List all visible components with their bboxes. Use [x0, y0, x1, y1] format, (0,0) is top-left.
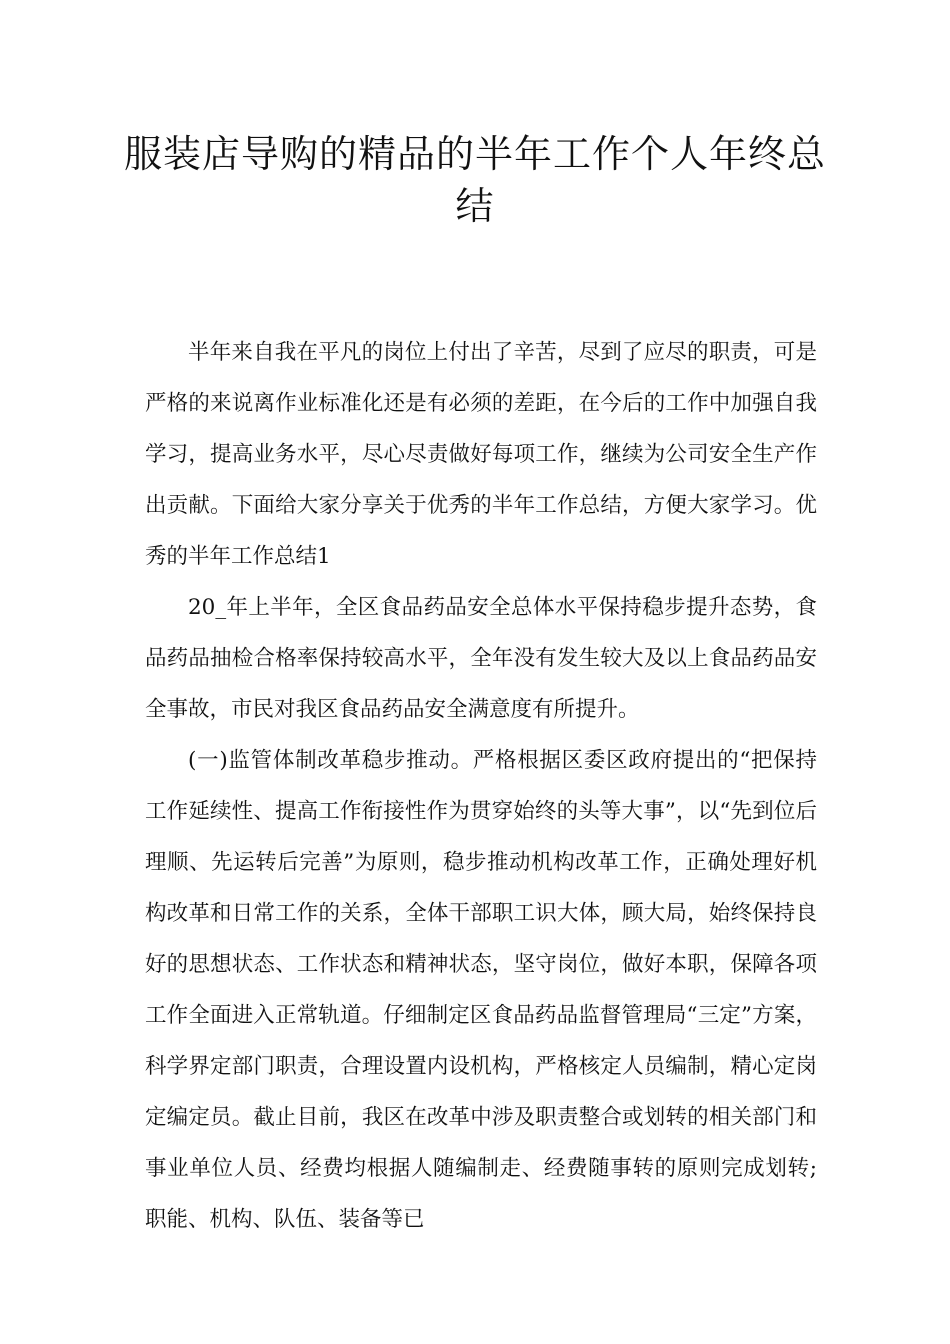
paragraph-overview: 20_年上半年，全区食品药品安全总体水平保持稳步提升态势，食品药品抽检合格率保持较高水平，全年没有发生较大及以上食品药品安全事故，市民对我区食品药品安全满意度有所提升。 — [145, 595, 817, 722]
paragraph-intro: 半年来自我在平凡的岗位上付出了辛苦，尽到了应尽的职责，可是严格的来说离作业标准化还是有必须的差距，在今后的工作中加强自我学习，提高业务水平，尽心尽责做好每项工作，继续为公司安全生产作出贡献。下面给大家分享关于优秀的半年工作总结，方便大家学习。优秀的半年工作总结1 — [145, 340, 817, 569]
document-title: 服装店导购的精品的半年工作个人年终总结 — [123, 132, 826, 228]
document-body — [145, 327, 817, 1245]
paragraph-reform: (一)监管体制改革稳步推动。严格根据区委区政府提出的“把保持工作延续性、提高工作衔接性作为贯穿始终的头等大事”，以“先到位后理顺、先运转后完善”为原则，稳步推动机构改革工作，正确处理好机构改革和日常工作的关系，全体干部职工识大体，顾大局，始终保持良好的思想状态、工作状态和精神状态，坚守岗位，做好本职，保障各项工作全面进入正常轨道。仔细制定区食品药品监督管理局“三定”方案，科学界定部门职责，合理设置内设机构，严格核定人员编制，精心定岗定编定员。截止目前，我区在改革中涉及职责整合或划转的相关部门和事业单位人员、经费均根据人随编制走、经费随事转的原则完成划转;职能、机构、队伍、装备等已 — [145, 748, 817, 1232]
